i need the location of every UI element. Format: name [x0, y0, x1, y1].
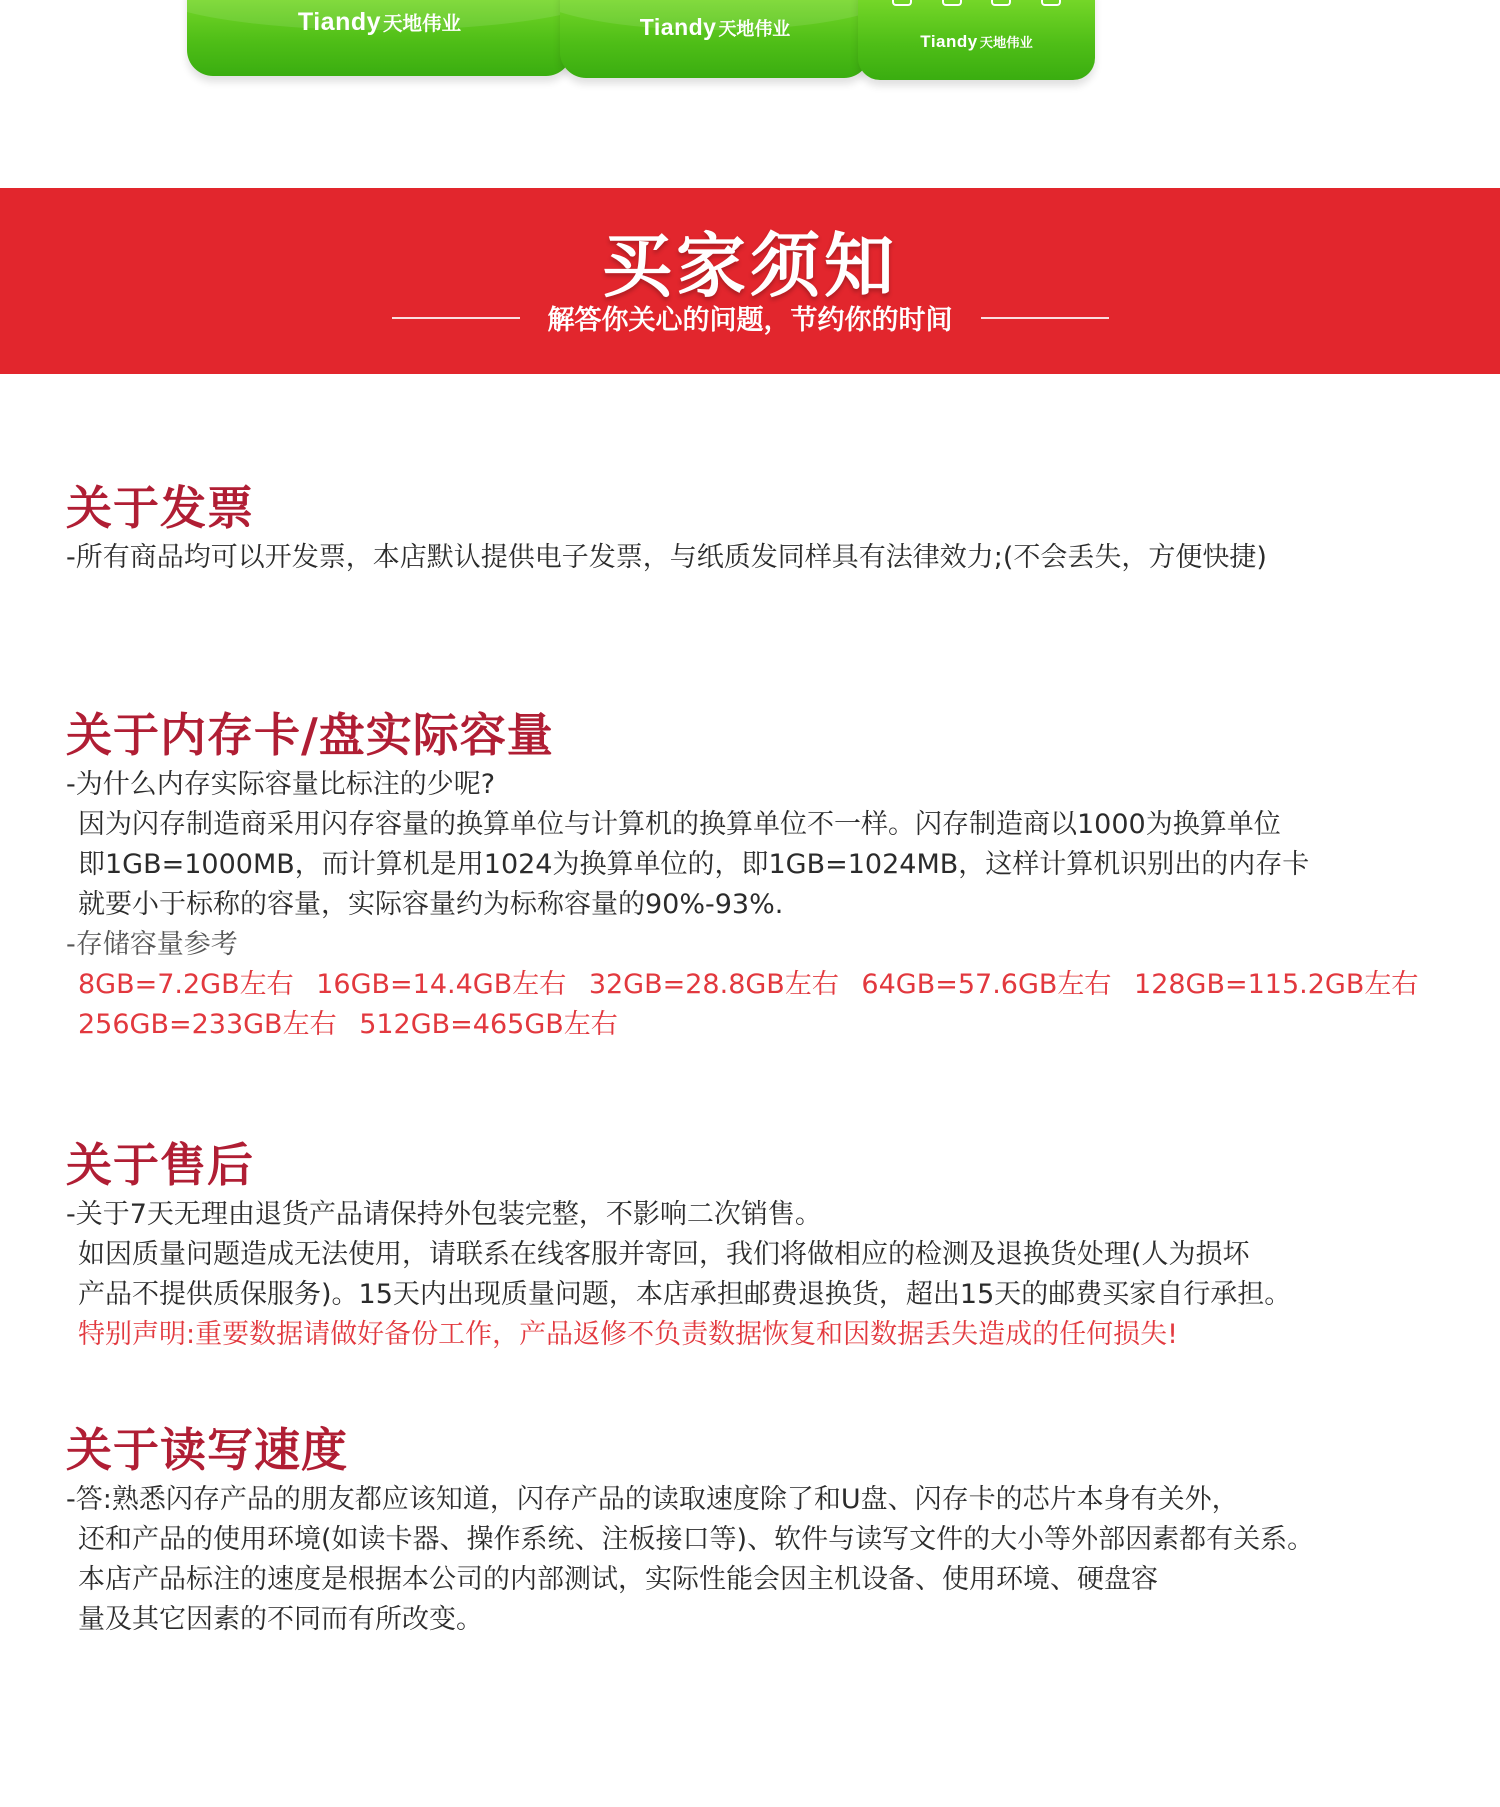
section-title: 关于读写速度 — [66, 1423, 348, 1477]
banner-title: 买家须知 — [602, 225, 898, 307]
after-sales-text: 产品不提供质保服务)。15天内出现质量问题，本店承担邮费退换货，超出15天的邮费买家自行承担。 — [78, 1279, 1292, 1310]
brand-latin: Tiandy — [297, 8, 382, 36]
capacity-spec-row — [66, 1005, 1486, 1045]
brand-cn: 天地伟业 — [979, 35, 1033, 50]
capacity-spec-row — [66, 965, 1486, 1005]
banner-left-divider — [392, 317, 520, 319]
speed-text: 本店产品标注的速度是根据本公司的内部测试，实际性能会因主机设备、使用环境、硬盘容 — [78, 1564, 1158, 1595]
capacity-answer-line: 因为闪存制造商采用闪存容量的换算单位与计算机的换算单位不一样。闪存制造商以1000为换算单位 — [78, 809, 1281, 840]
brand-latin: Tiandy — [639, 14, 717, 40]
buyer-notice-banner — [0, 188, 1500, 374]
product-card-medium — [560, 0, 870, 78]
capacity-spec: 256GB=233GB左右 — [78, 1009, 337, 1040]
brand-cn: 天地伟业 — [718, 19, 791, 39]
capacity-question: -为什么内存实际容量比标注的少呢? — [66, 769, 496, 800]
section-capacity — [66, 705, 1486, 1045]
card-feature-icons — [892, 0, 1061, 6]
section-speed — [66, 1420, 1486, 1640]
after-sales-text: -关于7天无理由退货产品请保持外包装完整，不影响二次销售。 — [66, 1199, 822, 1230]
capacity-spec: 8GB=7.2GB左右 — [78, 969, 294, 1000]
invoice-text: -所有商品均可以开发票，本店默认提供电子发票，与纸质发同样具有法律效力;(不会丢失，方便快捷) — [66, 542, 1267, 573]
camera-icon — [892, 0, 912, 6]
speed-text: 量及其它因素的不同而有所改变。 — [78, 1604, 483, 1635]
capacity-spec: 128GB=115.2GB左右 — [1134, 969, 1419, 1000]
card-brand-logo — [187, 8, 572, 37]
brand-cn: 天地伟业 — [383, 13, 462, 35]
capacity-reference-title: -存储容量参考 — [66, 929, 238, 960]
capacity-spec: 64GB=57.6GB左右 — [861, 969, 1112, 1000]
section-title: 关于售后 — [66, 1138, 254, 1192]
card-brand-logo — [858, 32, 1095, 52]
capacity-answer-line: 就要小于标称的容量，实际容量约为标称容量的90%-93%. — [78, 889, 784, 920]
after-sales-warning: 特别声明:重要数据请做好备份工作，产品返修不负责数据恢复和因数据丢失造成的任何损失! — [78, 1319, 1178, 1350]
product-card-small — [858, 0, 1095, 80]
after-sales-text: 如因质量问题造成无法使用，请联系在线客服并寄回，我们将做相应的检测及退换货处理(人为损坏 — [78, 1239, 1250, 1270]
capacity-spec: 32GB=28.8GB左右 — [588, 969, 839, 1000]
banner-subtitle: 解答你关心的问题，节约你的时间 — [547, 305, 953, 336]
card-brand-logo — [560, 14, 870, 41]
speed-text: 还和产品的使用环境(如读卡器、操作系统、注板接口等)、软件与读写文件的大小等外部因素都有关系。 — [78, 1524, 1315, 1555]
product-card-large — [187, 0, 572, 76]
section-after-sales — [66, 1135, 1486, 1355]
banner-right-divider — [981, 317, 1109, 319]
section-title: 关于内存卡/盘实际容量 — [66, 708, 554, 762]
card-slot-icon — [991, 0, 1011, 6]
capacity-spec: 16GB=14.4GB左右 — [316, 969, 567, 1000]
speed-text: -答:熟悉闪存产品的朋友都应该知道，闪存产品的读取速度除了和U盘、闪存卡的芯片本身有关外， — [66, 1484, 1239, 1515]
section-invoice — [66, 478, 1486, 578]
section-title: 关于发票 — [66, 481, 254, 535]
banner-subtitle-row — [0, 298, 1500, 337]
brand-latin: Tiandy — [920, 32, 978, 51]
transfer-icon — [1041, 0, 1061, 6]
capacity-spec: 512GB=465GB左右 — [359, 1009, 618, 1040]
upload-icon — [942, 0, 962, 6]
capacity-answer-line: 即1GB=1000MB，而计算机是用1024为换算单位的，即1GB=1024MB，这样计算机识别出的内存卡 — [78, 849, 1310, 880]
product-cards — [0, 0, 1500, 90]
